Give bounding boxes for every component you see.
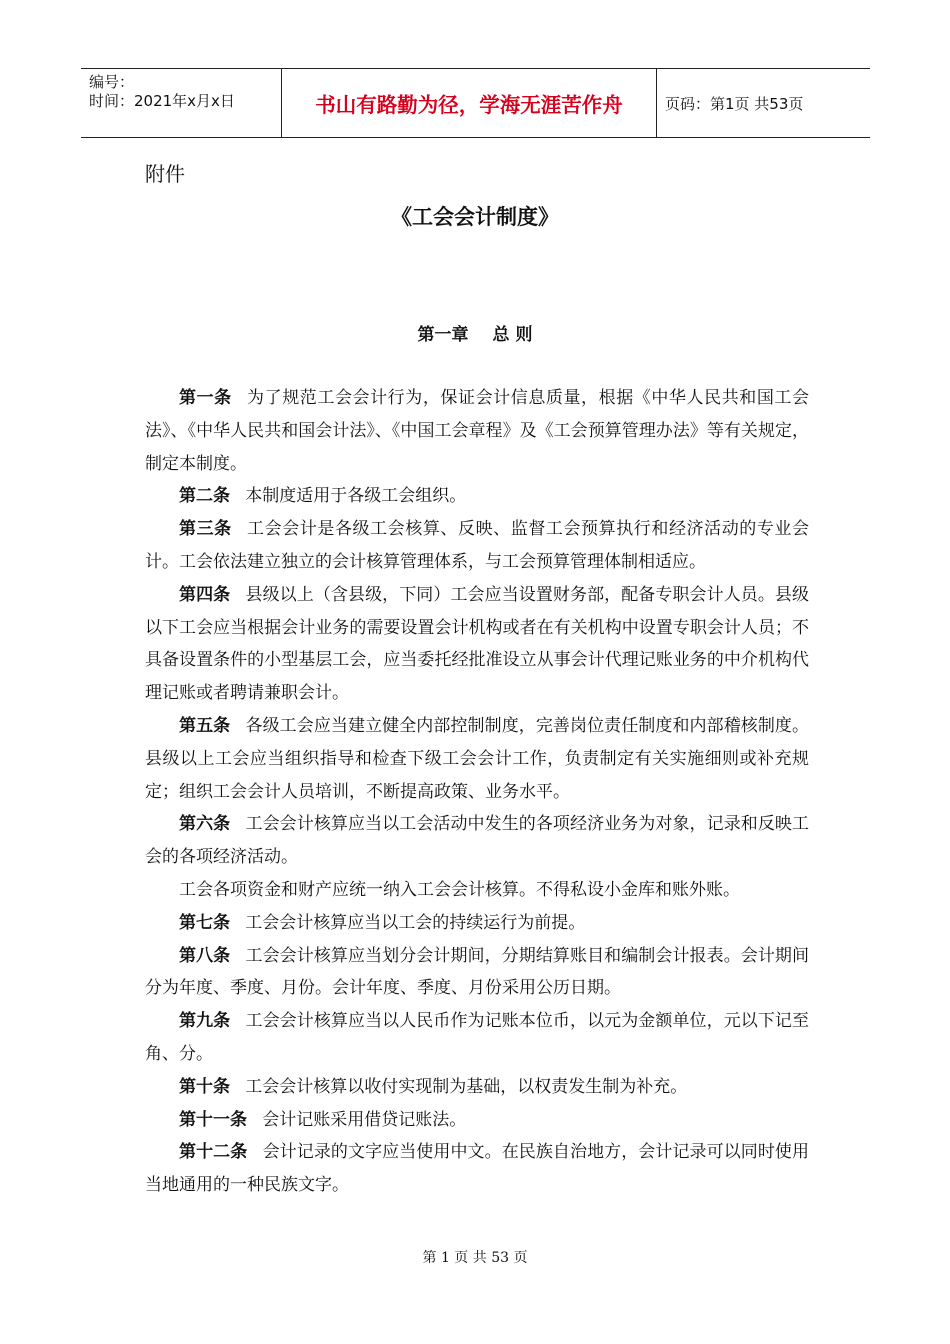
article-text: 工会会计核算应当以工会的持续运行为前提。 [245,912,586,933]
document-body [145,382,809,1202]
article-label: 第八条 [179,945,231,966]
article-text: 工会会计核算应当以工会活动中发生的各项经济业务为对象，记录和反映工会的各项经济活动。 [145,814,810,868]
article-label: 第二条 [179,486,230,507]
article-11 [145,1104,809,1137]
header-motto: 书山有路勤为径，学海无涯苦作舟 [281,69,657,137]
article-text: 为了规范工会会计行为，保证会计信息质量，根据《中华人民共和国工会法》、《中华人民共和国会计法》、《中国工会章程》及《工会预算管理办法》等有关规定，制定本制度。 [145,388,810,474]
article-9 [145,1005,809,1071]
article-text: 工会会计核算以收付实现制为基础，以权责发生制为补充。 [245,1076,688,1097]
article-text: 各级工会应当建立健全内部控制制度，完善岗位责任制度和内部稽核制度。县级以上工会应当组织指导和检查下级工会会计工作，负责制定有关实施细则或补充规定；组织工会会计人员培训，不断提高政策、业务水平。 [145,715,810,802]
annex-label: 附件 [145,162,185,186]
chapter-heading [0,320,950,345]
article-3 [145,513,809,579]
article-text: 工会会计核算应当划分会计期间，分期结算账目和编制会计报表。会计期间分为年度、季度、月份。会计年度、季度、月份采用公历日期。 [145,945,810,999]
article-6 [145,808,809,874]
article-label: 第十条 [179,1076,230,1097]
article-label: 第十二条 [179,1142,248,1163]
article-8 [145,940,809,1006]
article-4 [145,579,809,710]
article-label: 第一条 [179,388,232,408]
article-2 [145,480,809,513]
time-label: 时间：2021年x月x日 [89,92,235,110]
article-text: 工会会计核算应当以人民币作为记账本位币，以元为金额单位，元以下记至角、分。 [145,1011,810,1064]
article-label: 第四条 [179,584,231,605]
article-label: 第三条 [179,519,232,540]
article-text: 会计记录的文字应当使用中文。在民族自治地方，会计记录可以同时使用当地通用的一种民族文字。 [145,1142,810,1196]
article-text: 县级以上（含县级，下同）工会应当设置财务部，配备专职会计人员。县级以下工会应当根据会计业务的需要设置会计机构或者在有关机构中设置专职会计人员；不具备设置条件的小型基层工会，应当委托经批准设立从事会计代理记账业务的中介机构代理记账或者聘请兼职会计。 [145,584,810,704]
article-label: 第十一条 [179,1109,247,1130]
chapter-label: 第一章 [417,325,469,345]
header-meta [81,69,281,137]
document-title: 《工会会计制度》 [391,205,559,229]
article-10 [145,1071,809,1104]
page-footer: 第 1 页 共 53 页 [422,1250,528,1266]
article-text: 工会会计是各级工会核算、反映、监督工会预算执行和经济活动的专业会计。工会依法建立独立的会计核算管理体系，与工会预算管理体制相适应。 [145,519,810,572]
article-1 [145,382,809,480]
article-12 [145,1136,809,1202]
chapter-title: 总 则 [492,325,533,345]
article-label: 第九条 [179,1011,231,1032]
article-7 [145,907,809,940]
article-text: 工会各项资金和财产应统一纳入工会会计核算。不得私设小金库和账外账。 [179,879,740,900]
article-label: 第六条 [179,814,231,835]
article-text: 本制度适用于各级工会组织。 [245,486,467,507]
article-6-continued [145,874,809,907]
header-page-info: 页码：第1页 共53页 [665,94,804,113]
number-label: 编号： [89,73,135,91]
article-text: 会计记账采用借贷记账法。 [262,1109,467,1130]
article-label: 第五条 [179,715,231,736]
article-5 [145,710,809,808]
article-label: 第七条 [179,912,230,933]
page-header [81,68,870,138]
